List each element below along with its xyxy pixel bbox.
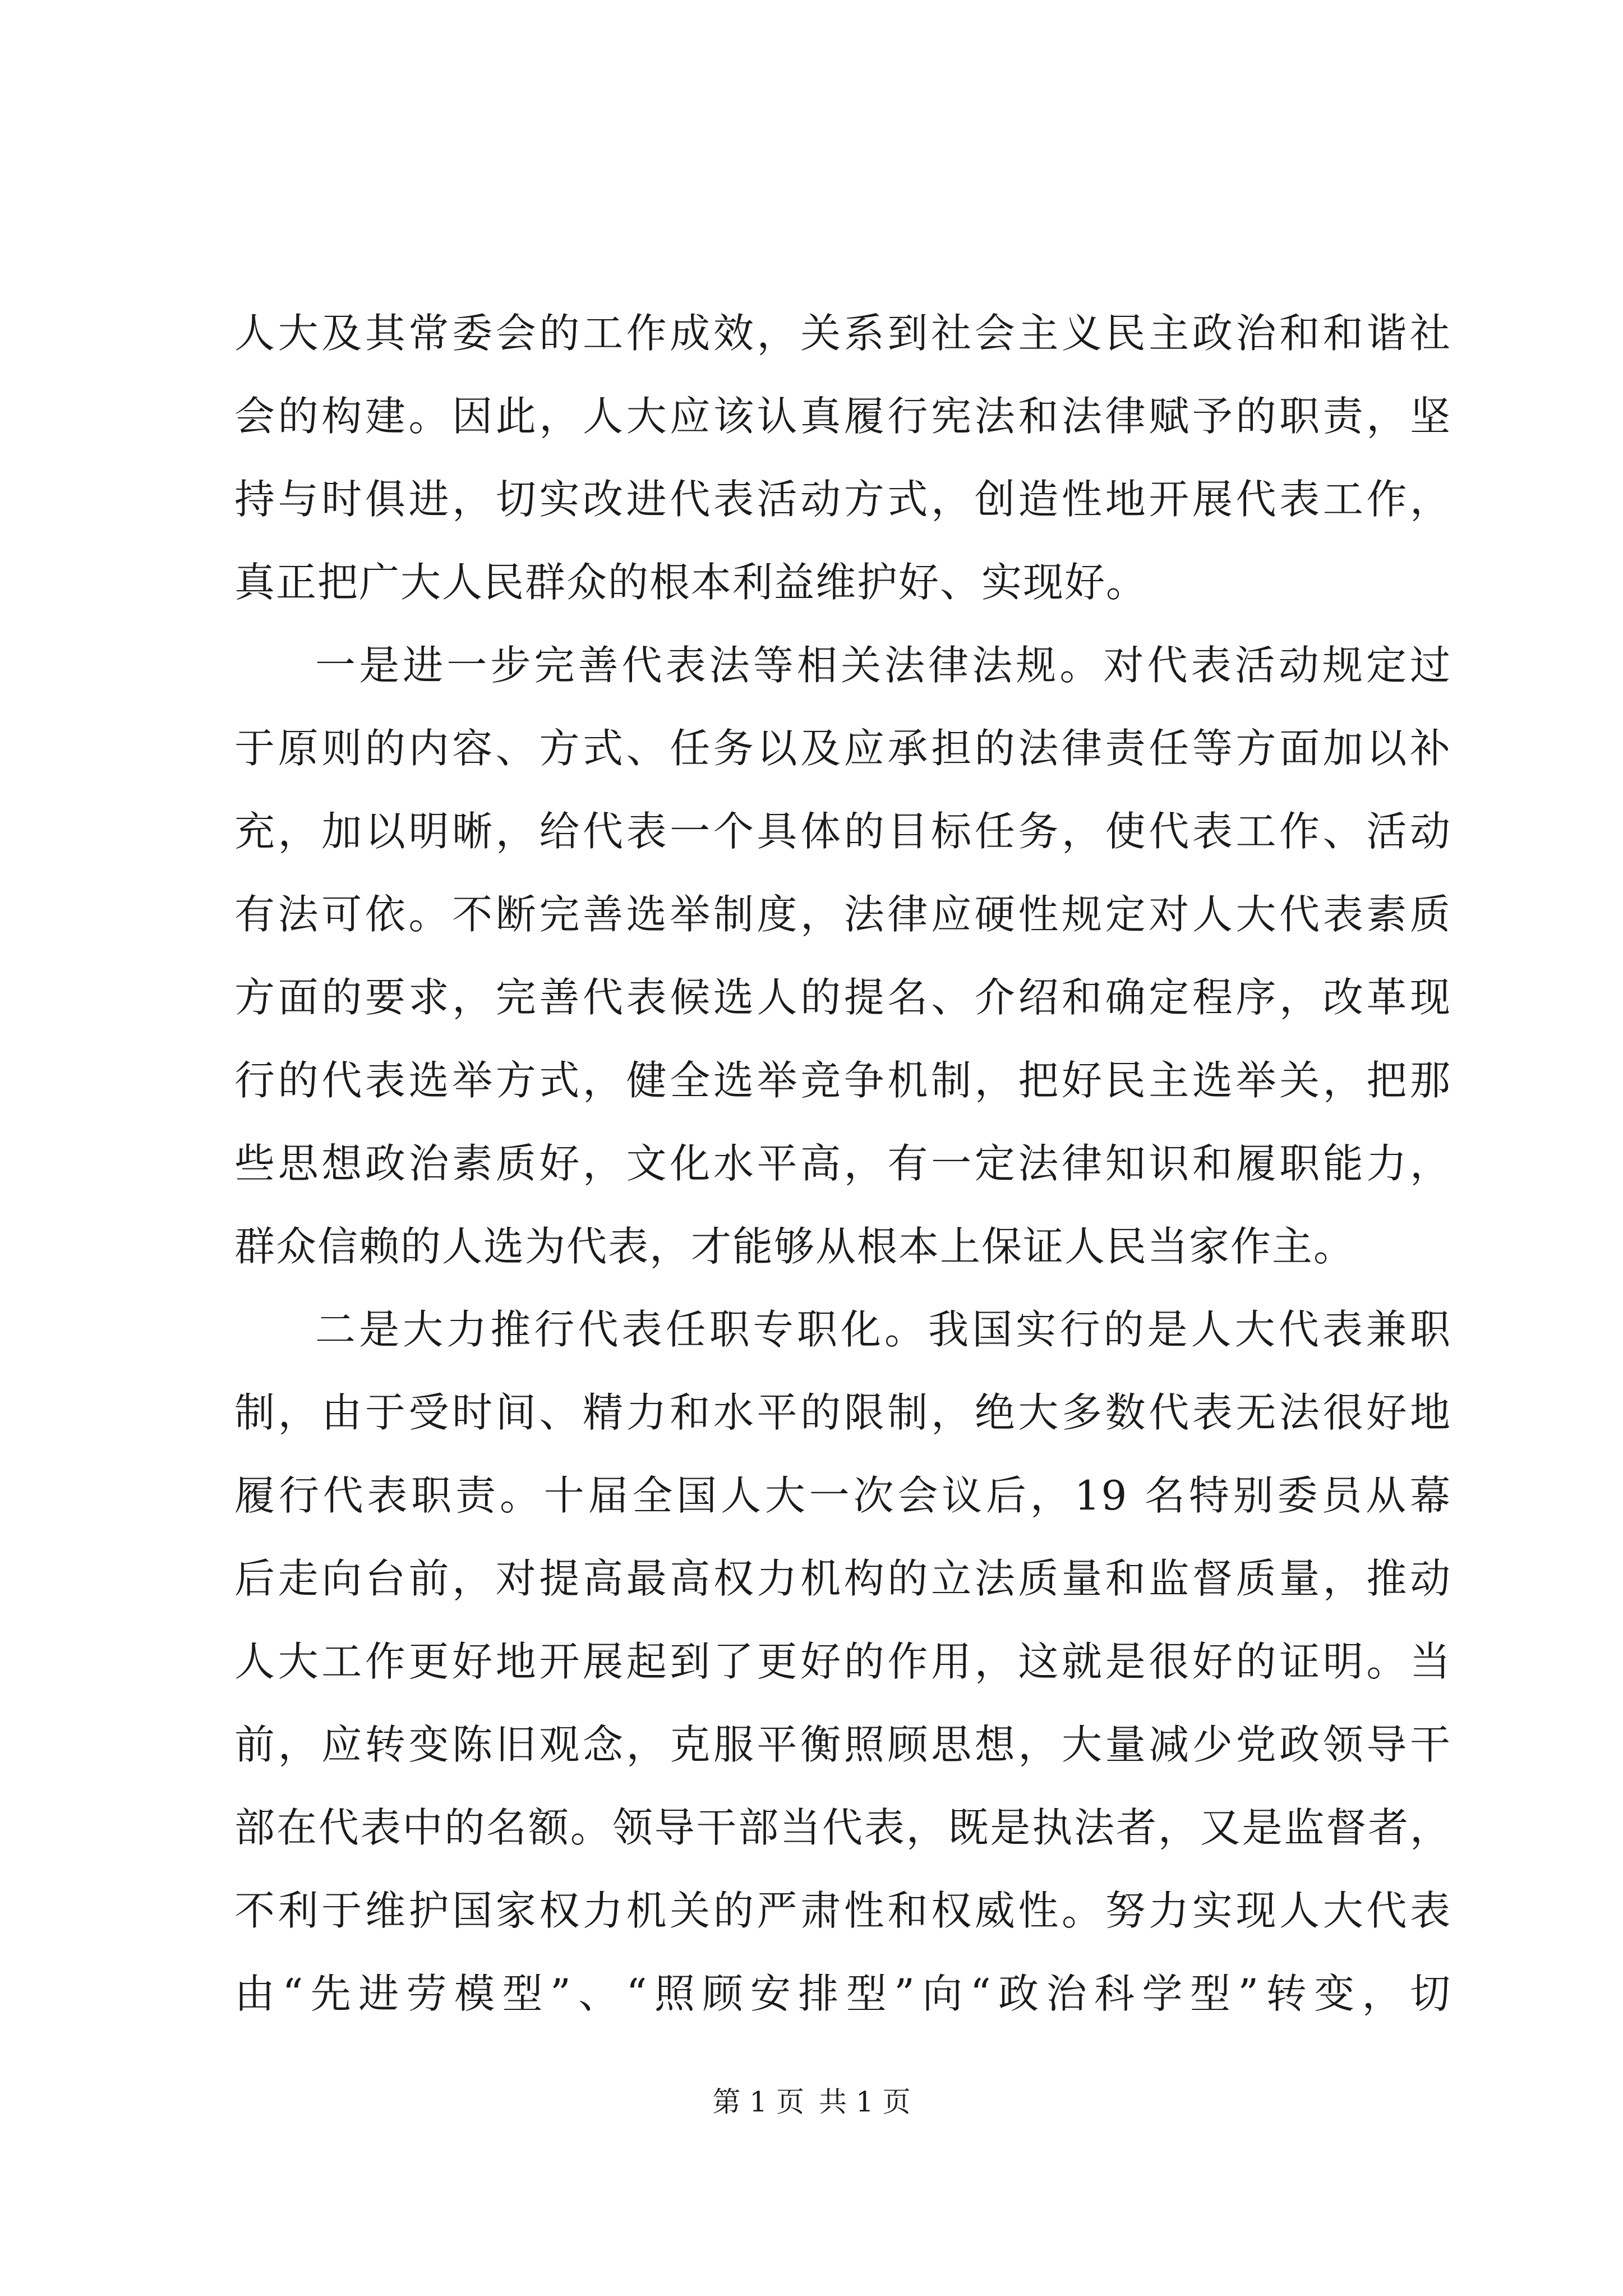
paragraph-first-line: 二是大力推行代表任职专职化。我国实行的是人大代表兼职: [315, 1306, 1451, 1353]
text-line: 方面的要求，完善代表候选人的提名、介绍和确定程序，改革现: [234, 974, 1451, 1021]
text-line: 人大及其常委会的工作成效，关系到社会主义民主政治和和谐社: [234, 310, 1451, 357]
text-line: 些思想政治素质好，文化水平高，有一定法律知识和履职能力，: [234, 1140, 1451, 1187]
text-line: 履行代表职责。十届全国人大一次会议后，19 名特别委员从幕: [234, 1472, 1451, 1519]
text-line: 部在代表中的名额。领导干部当代表，既是执法者，又是监督者，: [234, 1804, 1451, 1851]
text-line: 前，应转变陈旧观念，克服平衡照顾思想，大量减少党政领导干: [234, 1721, 1451, 1768]
page-total: 共 1 页: [819, 2086, 911, 2118]
page-number: 第 1 页: [712, 2086, 804, 2118]
page-footer: [0, 2082, 1623, 2122]
text-line: 后走向台前，对提高最高权力机构的立法质量和监督质量，推动: [234, 1555, 1451, 1602]
text-line: 由“先进劳模型”、“照顾安排型”向“政治科学型”转变，切: [234, 1970, 1451, 2017]
document-body: [234, 292, 1451, 2035]
paragraph-first-line: 一是进一步完善代表法等相关法律法规。对代表活动规定过: [315, 642, 1451, 689]
text-line: 有法可依。不断完善选举制度，法律应硬性规定对人大代表素质: [234, 891, 1451, 938]
text-line: 真正把广大人民群众的根本利益维护好、实现好。: [234, 559, 1148, 606]
text-line: 群众信赖的人选为代表，才能够从根本上保证人民当家作主。: [234, 1223, 1355, 1270]
text-line: 不利于维护国家权力机关的严肃性和权威性。努力实现人大代表: [234, 1887, 1451, 1934]
text-line: 行的代表选举方式，健全选举竞争机制，把好民主选举关，把那: [234, 1057, 1451, 1104]
text-line: 制，由于受时间、精力和水平的限制，绝大多数代表无法很好地: [234, 1389, 1451, 1436]
text-line: 会的构建。因此，人大应该认真履行宪法和法律赋予的职责，坚: [234, 393, 1451, 440]
text-line: 于原则的内容、方式、任务以及应承担的法律责任等方面加以补: [234, 725, 1451, 772]
text-line: 充，加以明晰，给代表一个具体的目标任务，使代表工作、活动: [234, 808, 1451, 855]
text-line: 持与时俱进，切实改进代表活动方式，创造性地开展代表工作，: [234, 476, 1451, 523]
text-line: 人大工作更好地开展起到了更好的作用，这就是很好的证明。当: [234, 1638, 1451, 1685]
